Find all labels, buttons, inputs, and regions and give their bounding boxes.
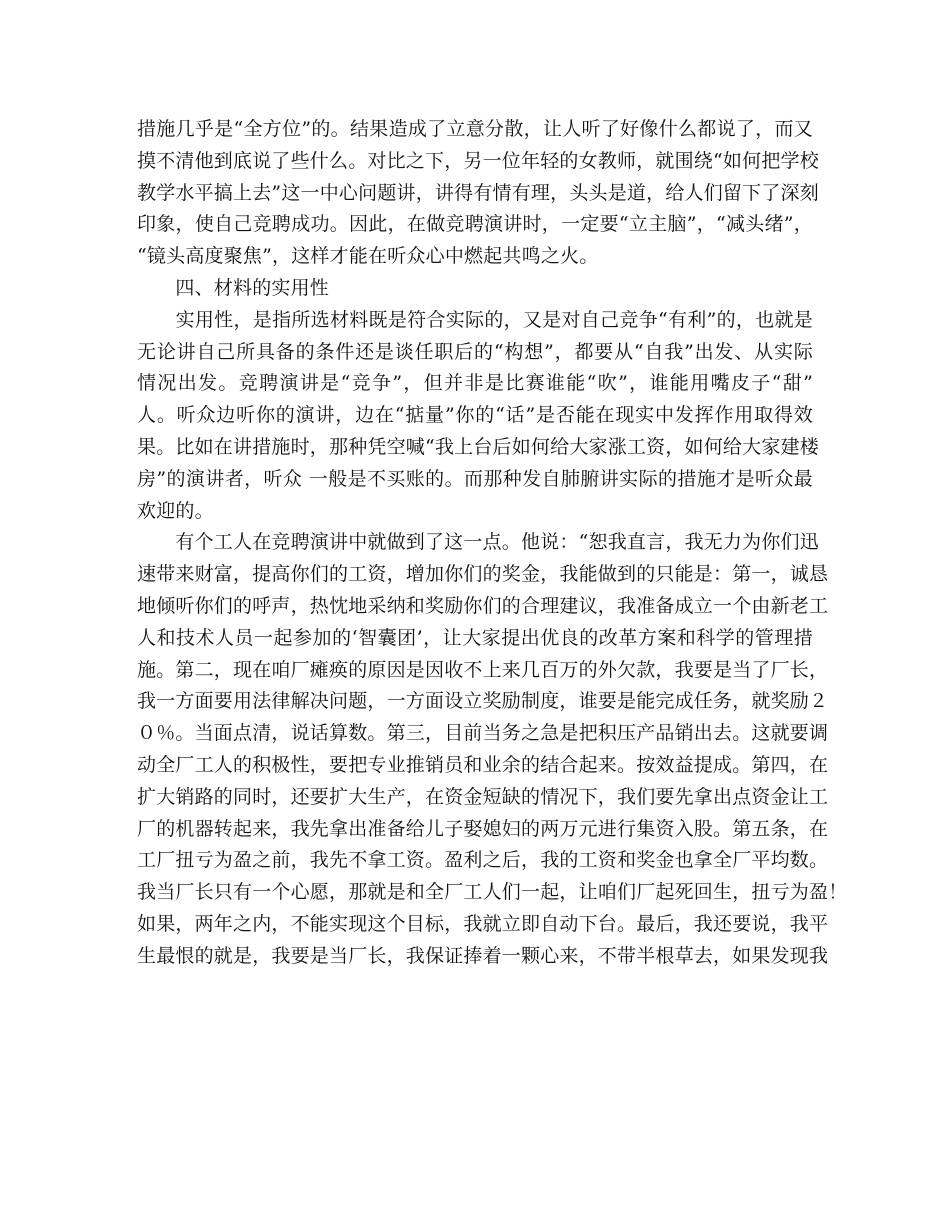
text-line: 动全厂工人的积极性，要把专业推销员和业余的结合起来。按效益提成。第四，在 [137, 753, 829, 776]
text-line: 果。比如在讲措施时，那种凭空喊“我上台后如何给大家涨工资，如何给大家建楼 [137, 435, 819, 458]
text-line: 情况出发。竞聘演讲是“竞争”，但并非是比赛谁能“吹”，谁能用嘴皮子“甜” [137, 372, 813, 395]
text-line: 摸不清他到底说了些什么。对比之下，另一位年轻的女教师，就围绕“如何把学校 [137, 149, 819, 172]
text-line: 措施几乎是“全方位”的。结果造成了立意分散，让人听了好像什么都说了，而又 [137, 118, 813, 140]
text-line: 厂的机器转起来，我先拿出准备给儿子娶媳妇的两万元进行集资入股。第五条，在 [137, 817, 829, 840]
text-line: 教学水平搞上去”这一中心问题讲，讲得有情有理，头头是道，给人们留下了深刻 [137, 181, 819, 204]
text-line: “镜头高度聚焦”，这样才能在听众心中燃起共鸣之火。 [137, 245, 599, 268]
text-line: 如果，两年之内，不能实现这个目标，我就立即自动下台。最后，我还要说，我平 [137, 912, 829, 935]
text-line: 施。第二，现在咱厂瘫痪的原因是因收不上来几百万的外欠款，我要是当了厂长， [137, 658, 829, 681]
text-line: 实用性，是指所选材料既是符合实际的，又是对自己竞争“有利”的，也就是 [137, 308, 813, 331]
text-line: 无论讲自己所具备的条件还是谈任职后的“构想”，都要从“自我”出发、从实际 [137, 340, 813, 363]
text-line: 我当厂长只有一个心愿，那就是和全厂工人们一起，让咱们厂起死回生，扭亏为盈！ [137, 881, 848, 904]
text-line: 我一方面要用法律解决问题，一方面设立奖励制度，谁要是能完成任务，就奖励２ [137, 690, 829, 713]
text-line: 四、材料的实用性 [137, 276, 330, 299]
text-line: 人和技术人员一起参加的‘智囊团’，让大家提出优良的改革方案和科学的管理措 [137, 626, 813, 649]
text-line: ０％。当面点清，说话算数。第三，目前当务之急是把积压产品销出去。这就要调 [137, 722, 829, 745]
text-line: 地倾听你们的呼声，热忱地采纳和奖励你们的合理建议，我准备成立一个由新老工 [137, 594, 829, 617]
body-text [137, 114, 848, 973]
text-line: 速带来财富，提高你们的工资，增加你们的奖金，我能做到的只能是：第一，诚恳 [137, 563, 829, 586]
text-line: 房”的演讲者，听众 一般是不买账的。而那种发自肺腑讲实际的措施才是听众最 [137, 467, 813, 490]
text-line: 扩大销路的同时，还要扩大生产，在资金短缺的情况下，我们要先拿出点资金让工 [137, 785, 829, 808]
text-line: 欢迎的。 [137, 499, 214, 522]
text-line: 生最恨的就是，我要是当厂长，我保证捧着一颗心来，不带半根草去，如果发现我 [137, 944, 829, 967]
text-line: 印象，使自己竞聘成功。因此，在做竞聘演讲时，一定要“立主脑”，“减头绪”， [137, 213, 813, 236]
text-line: 有个工人在竞聘演讲中就做到了这一点。他说：“恕我直言，我无力为你们迅 [137, 531, 819, 554]
text-line: 工厂扭亏为盈之前，我先不拿工资。盈利之后，我的工资和奖金也拿全厂平均数。 [137, 849, 829, 872]
text-line: 人。听众边听你的演讲，边在“掂量”你的“话”是否能在现实中发挥作用取得效 [137, 404, 813, 427]
